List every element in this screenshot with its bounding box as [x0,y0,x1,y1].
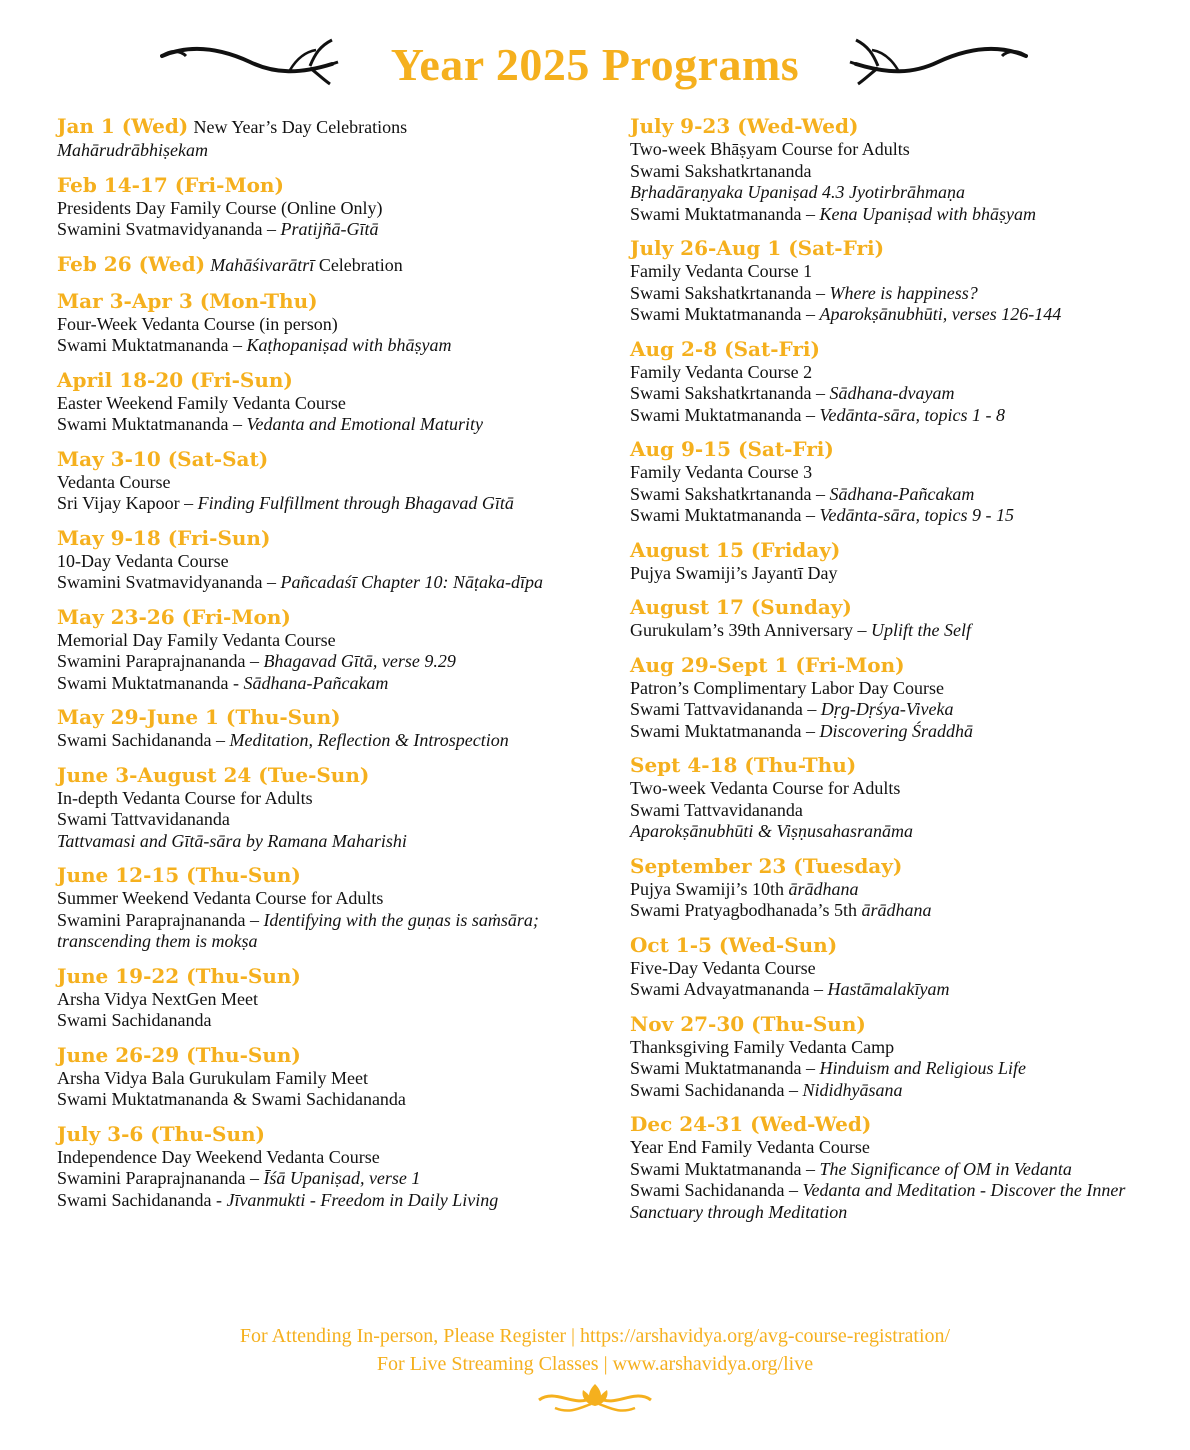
detail-text: Independence Day Weekend Vedanta Course [57,1146,380,1167]
event-detail-line [57,314,602,336]
event-header [630,753,1175,778]
event-item [57,526,602,594]
lotus-ornament-icon [535,1378,655,1418]
event-item [630,538,1175,585]
detail-topic: ārādhana [788,878,859,899]
event-date: Sept 4-18 (Thu-Thu) [630,753,857,777]
detail-topic: Pañcadaśī Chapter 10: Nāṭaka-dīpa [280,572,543,592]
detail-text: Swami Muktatmananda & Swami Sachidananda [57,1089,406,1109]
event-detail-line [57,1190,602,1212]
event-header [57,368,602,393]
detail-topic: Discovering Śraddhā [819,720,973,741]
event-date: Feb 26 (Wed) [57,251,206,276]
event-detail-line [630,721,1175,743]
event-item [57,289,602,357]
event-date: Mar 3-Apr 3 (Mon-Thu) [57,288,318,313]
event-date: June 12-15 (Thu-Sun) [57,863,301,887]
page-title: Year 2025 Programs [390,39,800,90]
event-detail-line [57,414,602,436]
detail-text: Five-Day Vedanta Course [630,957,816,978]
event-detail-line [630,1159,1175,1181]
event-date: Dec 24-31 (Wed-Wed) [630,1112,872,1136]
event-date: July 3-6 (Thu-Sun) [57,1121,265,1146]
detail-text: Swami Sachidananda – [630,1079,803,1100]
event-detail-line [630,462,1175,484]
event-detail-line [57,1168,602,1190]
event-item [630,653,1175,743]
event-detail-line [630,505,1175,527]
detail-text: Swami Sakshatkrtananda – [630,383,830,403]
right-column [630,114,1175,1234]
flourish-right-icon [848,36,1028,86]
detail-text: Swami Sakshatkrtananda – [630,483,830,504]
detail-text: Swami Tattvavidananda [57,809,230,829]
event-header [57,114,602,140]
detail-topic: Where is happiness? [829,282,978,303]
detail-topic: Sādhana-dvayam [829,383,955,403]
event-date: Nov 27-30 (Thu-Sun) [630,1011,866,1036]
event-date: August 17 (Sunday) [630,595,852,619]
detail-text: Swami Sachidananda [57,1010,212,1030]
detail-topic: ārādhana [861,900,932,920]
event-item [630,236,1175,326]
event-header [630,933,1175,958]
detail-text: Pujya Swamiji’s 10th [630,878,789,899]
event-detail-line [57,1010,602,1032]
detail-text: In-depth Vedanta Course for Adults [57,787,313,808]
detail-text: Swami Sachidananda – [57,730,230,750]
event-detail-line [630,620,1175,642]
event-detail-line [57,1089,602,1111]
detail-text: Swami Sachidananda - [57,1189,227,1210]
detail-text: Swami Advayatmananda – [630,979,828,999]
detail-text: Four-Week Vedanta Course (in person) [57,313,338,334]
event-item [630,933,1175,1001]
event-header [630,114,1175,139]
detail-text: Presidents Day Family Course (Online Only) [57,197,383,218]
event-date: June 26-29 (Thu-Sun) [57,1042,301,1067]
event-item [57,252,602,278]
detail-topic: Aparokṣānubhūti & Viṣṇusahasranāma [630,821,914,841]
event-detail-line [57,219,602,241]
event-date: August 15 (Friday) [630,537,841,562]
event-detail-line [630,304,1175,326]
live-streaming-link[interactable]: For Live Streaming Classes | www.arshavidya.org/live [376,1353,814,1375]
event-date: April 18-20 (Fri-Sun) [57,367,293,392]
detail-text: Memorial Day Family Vedanta Course [57,629,336,650]
event-date: Jan 1 (Wed) [57,114,189,138]
event-detail-line [630,958,1175,980]
detail-text: Swami Tattvavidananda [630,799,803,820]
event-item [57,447,602,515]
detail-topic: Bhagavad Gītā, verse 9.29 [263,651,456,671]
event-item [57,705,602,752]
detail-topic: transcending them is mokṣa [57,931,258,951]
event-item [57,863,602,953]
detail-topic: Nididhyāsana [802,1079,903,1100]
event-detail-line [57,788,602,810]
detail-topic: Kaṭhopaniṣad with bhāṣyam [246,335,452,355]
event-detail-line [630,821,1175,843]
detail-text: 10-Day Vedanta Course [57,550,229,571]
event-detail-line [57,335,602,357]
event-item [57,1043,602,1111]
event-detail-line [630,1137,1175,1159]
event-item [57,368,602,436]
event-item [57,173,602,241]
detail-text: Swami Muktatmananda – [630,720,820,741]
event-date: July 9-23 (Wed-Wed) [630,114,859,138]
event-date: July 26-Aug 1 (Sat-Fri) [630,236,885,260]
event-item [630,595,1175,642]
event-header [57,1043,602,1068]
event-detail-line [57,198,602,220]
event-detail-line [57,888,602,910]
event-detail-line [630,383,1175,405]
event-detail-line [630,182,1175,204]
detail-topic: Bṛhadāraṇyaka Upaniṣad 4.3 Jyotirbrāhmaṇa [630,182,965,202]
event-title-part: Mahāśivarātrī [210,254,315,275]
event-item [630,1012,1175,1102]
event-item [630,1112,1175,1223]
event-date: May 3-10 (Sat-Sat) [57,446,269,471]
event-header [630,236,1175,261]
detail-topic: Identifying with the guṇas is saṁsāra; [263,909,539,930]
event-detail-line [630,678,1175,700]
event-item [630,854,1175,922]
event-detail-line [630,1080,1175,1102]
event-detail-line [57,393,602,415]
event-header [57,252,602,278]
left-column [57,114,602,1222]
event-detail-line [630,800,1175,822]
detail-text: Easter Weekend Family Vedanta Course [57,392,346,413]
event-detail-line [57,831,602,853]
event-item [630,753,1175,843]
detail-topic: Uplift the Self [870,620,971,640]
detail-topic: Kena Upaniṣad with bhāṣyam [819,203,1036,224]
detail-text: Gurukulam’s 39th Anniversary – [630,620,871,640]
event-detail-line [57,493,602,515]
detail-text: Family Vedanta Course 2 [630,361,813,382]
detail-topic: Pratijñā-Gītā [280,219,379,239]
detail-text: Summer Weekend Vedanta Course for Adults [57,888,384,908]
event-header [630,595,1175,620]
detail-text: Swami Muktatmananda - [57,672,244,693]
event-detail-line [630,204,1175,226]
event-detail-line [57,730,602,752]
event-date: Aug 29-Sept 1 (Fri-Mon) [630,652,905,677]
event-detail-line [630,699,1175,721]
event-date: Aug 2-8 (Sat-Fri) [630,336,820,361]
detail-text: Family Vedanta Course 1 [630,261,813,281]
event-detail-line [630,283,1175,305]
event-header [57,763,602,788]
event-detail-line [630,139,1175,161]
event-detail-line [630,261,1175,283]
event-header [630,337,1175,362]
detail-text: Swami Sakshatkrtananda – [630,282,830,303]
detail-text: Year End Family Vedanta Course [630,1137,870,1157]
event-header [630,437,1175,462]
event-detail-line [57,572,602,594]
event-title-part: Celebration [314,254,403,275]
footer [0,1322,1190,1378]
event-detail-line [57,630,602,652]
detail-topic: Īśā Upaniṣad, verse 1 [263,1168,421,1188]
detail-text: Swami Sachidananda – [630,1180,803,1200]
detail-text: Swami Tattvavidananda – [630,699,821,719]
event-detail-line [57,1147,602,1169]
event-item [57,763,602,853]
event-header [630,854,1175,879]
detail-text: Two-week Vedanta Course for Adults [630,778,901,798]
event-detail-line [630,1180,1175,1202]
event-detail-line [630,362,1175,384]
detail-text: Swami Muktatmananda – [630,1158,820,1179]
detail-topic: Hinduism and Religious Life [819,1058,1026,1078]
event-detail-line [630,161,1175,183]
event-item [57,964,602,1032]
event-date: September 23 (Tuesday) [630,853,903,878]
event-header [57,863,602,888]
event-item [57,114,602,162]
event-header [57,1122,602,1147]
detail-text: Vedanta Course [57,471,171,492]
event-detail-line [57,931,602,953]
event-header [57,705,602,730]
detail-text: Arsha Vidya NextGen Meet [57,988,259,1009]
detail-topic: Finding Fulfillment through Bhagavad Gītā [197,493,514,513]
detail-topic: Dṛg-Dṛśya-Viveka [820,699,954,719]
event-detail-line [630,1058,1175,1080]
event-item [630,337,1175,427]
detail-topic: Vedanta and Emotional Maturity [246,414,483,434]
event-detail-line [57,1068,602,1090]
event-detail-line [630,900,1175,922]
event-date: May 23-26 (Fri-Mon) [57,604,291,629]
header [0,30,1190,100]
event-item [57,605,602,695]
event-detail-line [630,879,1175,901]
event-header [57,447,602,472]
detail-text: Swamini Paraprajnananda – [57,651,264,671]
detail-text: Two-week Bhāṣyam Course for Adults [630,139,910,159]
detail-text: Swami Muktatmananda – [57,335,247,355]
detail-topic: Mahārudrābhiṣekam [57,140,208,160]
event-detail-line [630,979,1175,1001]
detail-text: Family Vedanta Course 3 [630,462,813,482]
event-detail-line [630,484,1175,506]
detail-text: Thanksgiving Family Vedanta Camp [630,1036,895,1057]
detail-topic: Sādhana-Pañcakam [243,672,389,693]
event-title: New Year’s Day Celebrations [193,117,408,137]
event-header [57,289,602,314]
event-detail-line [57,551,602,573]
detail-text: Swamini Paraprajnananda – [57,909,264,930]
detail-topic: Vedānta-sāra, topics 1 - 8 [819,404,1005,425]
detail-text: Swami Muktatmananda – [630,304,820,324]
detail-text: Swami Sakshatkrtananda [630,160,812,181]
event-detail-line [630,778,1175,800]
detail-topic: Sanctuary through Meditation [630,1201,848,1222]
detail-text: Sri Vijay Kapoor – [57,493,198,513]
event-item [630,437,1175,527]
detail-topic: Vedanta and Meditation - Discover the Inner [802,1180,1126,1200]
detail-topic: Sādhana-Pañcakam [829,483,975,504]
detail-text: Swami Muktatmananda – [57,414,247,434]
event-date: Oct 1-5 (Wed-Sun) [630,932,838,957]
detail-text: Pujya Swamiji’s Jayantī Day [630,562,838,583]
event-detail-line [57,651,602,673]
event-date: May 9-18 (Fri-Sun) [57,525,271,550]
detail-text: Swami Muktatmananda – [630,1058,820,1078]
event-date: Aug 9-15 (Sat-Fri) [630,437,834,461]
event-header [57,605,602,630]
event-detail-line [630,563,1175,585]
detail-text: Swami Muktatmananda – [630,404,820,425]
detail-text: Swamini Paraprajnananda – [57,1168,264,1188]
event-detail-line [630,405,1175,427]
detail-text: Arsha Vidya Bala Gurukulam Family Meet [57,1067,369,1088]
event-header [630,653,1175,678]
event-item [630,114,1175,225]
event-date: Feb 14-17 (Fri-Mon) [57,172,284,197]
event-detail-line [630,1037,1175,1059]
detail-topic: Aparokṣānubhūti, verses 126-144 [819,304,1062,324]
event-detail-line [57,809,602,831]
detail-text: Swami Pratyagbodhanada’s 5th [630,900,862,920]
event-date: June 3-August 24 (Tue-Sun) [57,762,370,787]
event-detail-line [57,673,602,695]
event-detail-line [57,472,602,494]
event-detail-line [57,989,602,1011]
registration-link[interactable]: For Attending In-person, Please Register | https://arshavidya.org/avg-course-registration/ [239,1325,951,1347]
event-detail-line [57,910,602,932]
detail-text: Swamini Svatmavidyananda – [57,572,281,592]
detail-text: Swami Muktatmananda – [630,505,820,525]
event-header [630,1012,1175,1037]
detail-text: Swami Muktatmananda – [630,203,820,224]
event-header [630,1112,1175,1137]
detail-text: Patron’s Complimentary Labor Day Course [630,677,944,698]
event-item [57,1122,602,1212]
detail-topic: The Significance of OM in Vedanta [819,1158,1072,1179]
detail-topic: Hastāmalakīyam [827,979,950,999]
event-detail-line [630,1202,1175,1224]
detail-topic: Tattvamasi and Gītā-sāra by Ramana Maharishi [57,830,407,851]
event-header [57,526,602,551]
event-header [57,964,602,989]
detail-topic: Vedānta-sāra, topics 9 - 15 [819,505,1014,525]
detail-topic: Meditation, Reflection & Introspection [229,730,509,750]
event-header [630,538,1175,563]
event-date: June 19-22 (Thu-Sun) [57,963,301,988]
event-detail-line [57,140,602,162]
event-header [57,173,602,198]
detail-topic: Jīvanmukti - Freedom in Daily Living [226,1189,499,1210]
detail-text: Swamini Svatmavidyananda – [57,219,281,239]
event-date: May 29-June 1 (Thu-Sun) [57,705,341,729]
